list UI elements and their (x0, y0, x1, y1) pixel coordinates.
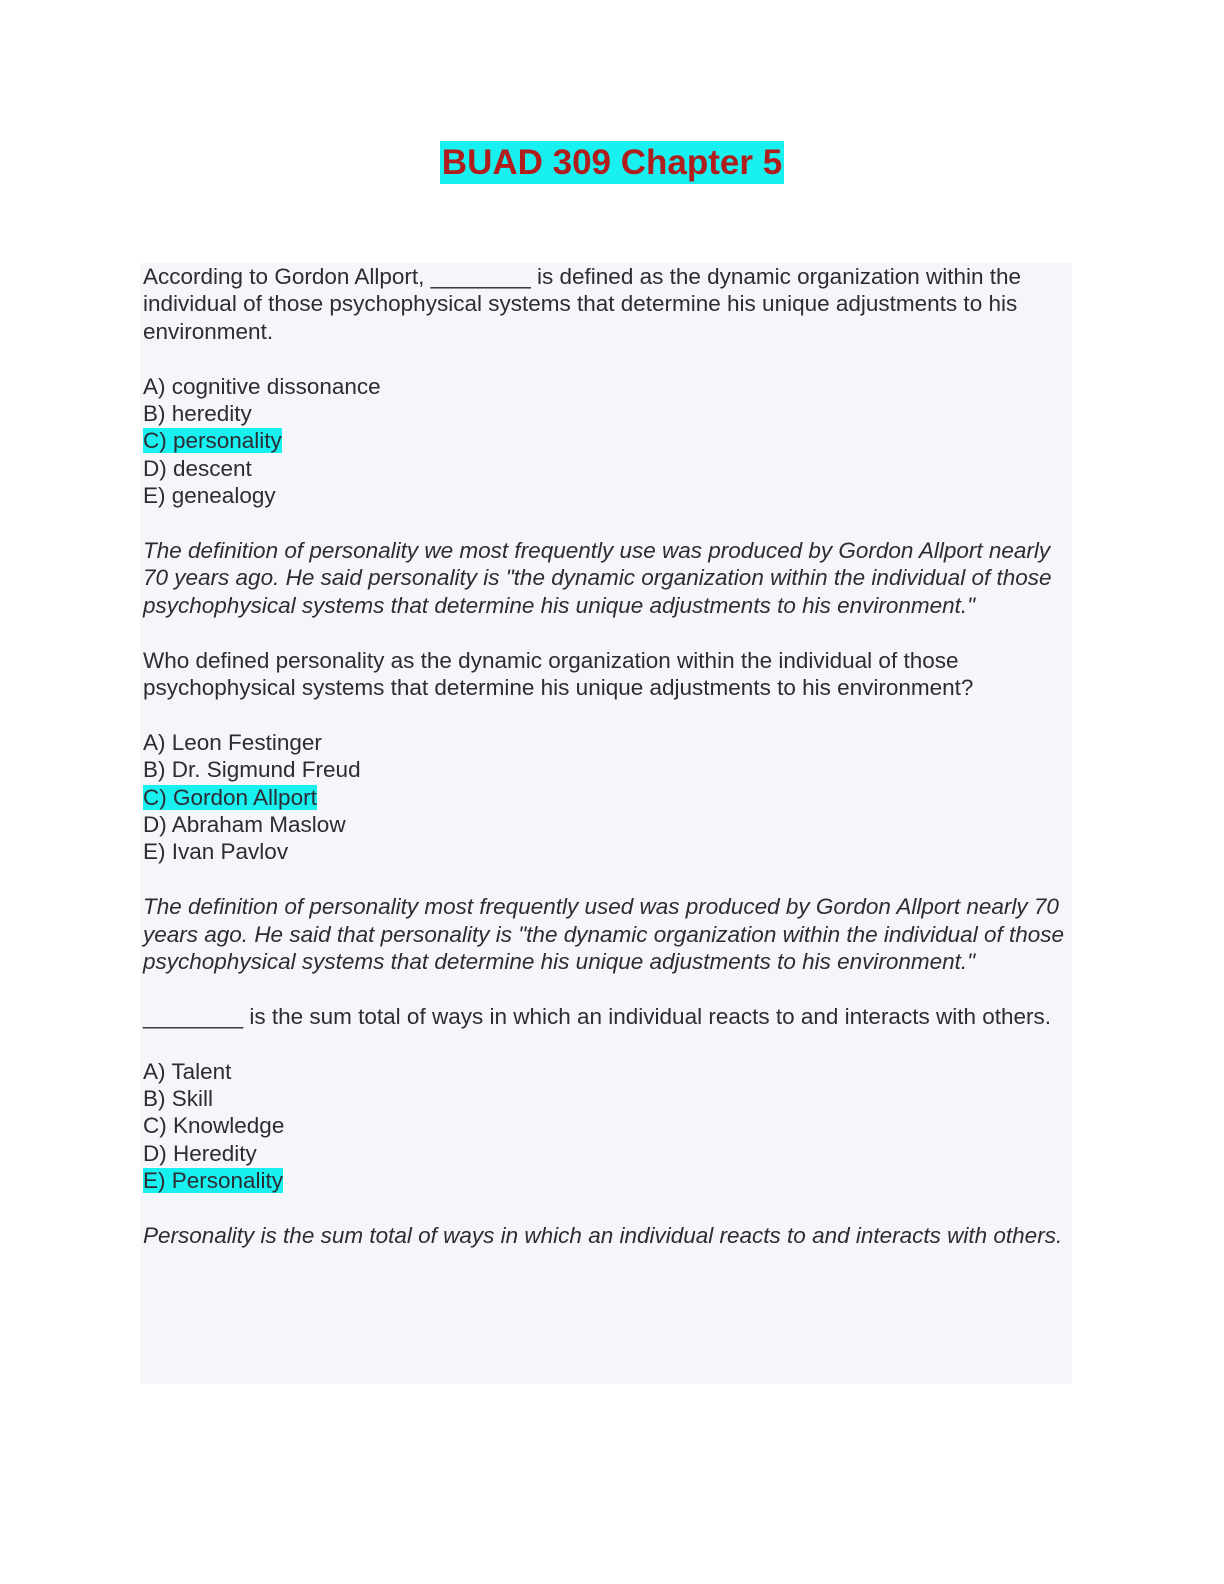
option-e-correct (143, 1167, 1072, 1194)
answer-options (143, 1058, 1072, 1195)
correct-answer-highlight: E) Personality (143, 1168, 284, 1194)
question-2 (143, 647, 1072, 976)
answer-options (143, 729, 1072, 866)
option-d (143, 811, 1072, 838)
option-b (143, 756, 1072, 783)
answer-explanation: Personality is the sum total of ways in which an individual reacts to and interacts with others. (143, 1223, 1063, 1249)
question-text: ________ is the sum total of ways in which an individual reacts to and interacts with others. (143, 1003, 1051, 1029)
correct-answer-highlight: C) Gordon Allport (143, 784, 317, 810)
option-b (143, 400, 1072, 427)
answer-explanation: The definition of personality most frequently used was produced by Gordon Allport nearly 70 years ago. He said that personality is "the dynamic organization within the individual of those psychophysical systems that determine his unique adjustments to his environment." (143, 894, 1065, 975)
question-1 (143, 263, 1072, 619)
option-a (143, 729, 1072, 756)
option-label: A) Leon Festinger (143, 729, 322, 755)
title-container (0, 141, 1224, 184)
option-d (143, 455, 1072, 482)
option-e (143, 482, 1072, 509)
option-a (143, 373, 1072, 400)
option-c (143, 1112, 1072, 1139)
option-e (143, 838, 1072, 865)
option-label: A) cognitive dissonance (143, 373, 381, 399)
correct-answer-highlight: C) personality (143, 428, 282, 454)
option-label: A) Talent (143, 1058, 232, 1084)
option-b (143, 1085, 1072, 1112)
option-label: B) Skill (143, 1086, 214, 1112)
option-label: B) Dr. Sigmund Freud (143, 757, 361, 783)
option-c-correct (143, 784, 1072, 811)
option-label: E) genealogy (143, 483, 276, 509)
option-c-correct (143, 427, 1072, 454)
question-3 (143, 1003, 1072, 1250)
question-text: Who defined personality as the dynamic organization within the individual of those psychophysical systems that determine his unique adjustments to his environment? (143, 647, 974, 701)
option-a (143, 1058, 1072, 1085)
question-text: According to Gordon Allport, ________ is defined as the dynamic organization within the individual of those psychophysical systems that determine his unique adjustments to his environment. (143, 264, 1022, 344)
option-label: D) Heredity (143, 1140, 257, 1166)
option-label: E) Ivan Pavlov (143, 839, 289, 865)
option-label: D) descent (143, 455, 252, 481)
option-d (143, 1140, 1072, 1167)
question-list (140, 263, 1072, 1384)
document-title: BUAD 309 Chapter 5 (441, 143, 783, 182)
option-label: D) Abraham Maslow (143, 812, 346, 838)
answer-options (143, 373, 1072, 510)
option-label: B) heredity (143, 401, 252, 427)
answer-explanation: The definition of personality we most frequently use was produced by Gordon Allport nearly 70 years ago. He said personality is "the dynamic organization within the individual of those psychophysical systems that determine his unique adjustments to his environment." (143, 538, 1052, 618)
option-label: C) Knowledge (143, 1113, 285, 1139)
